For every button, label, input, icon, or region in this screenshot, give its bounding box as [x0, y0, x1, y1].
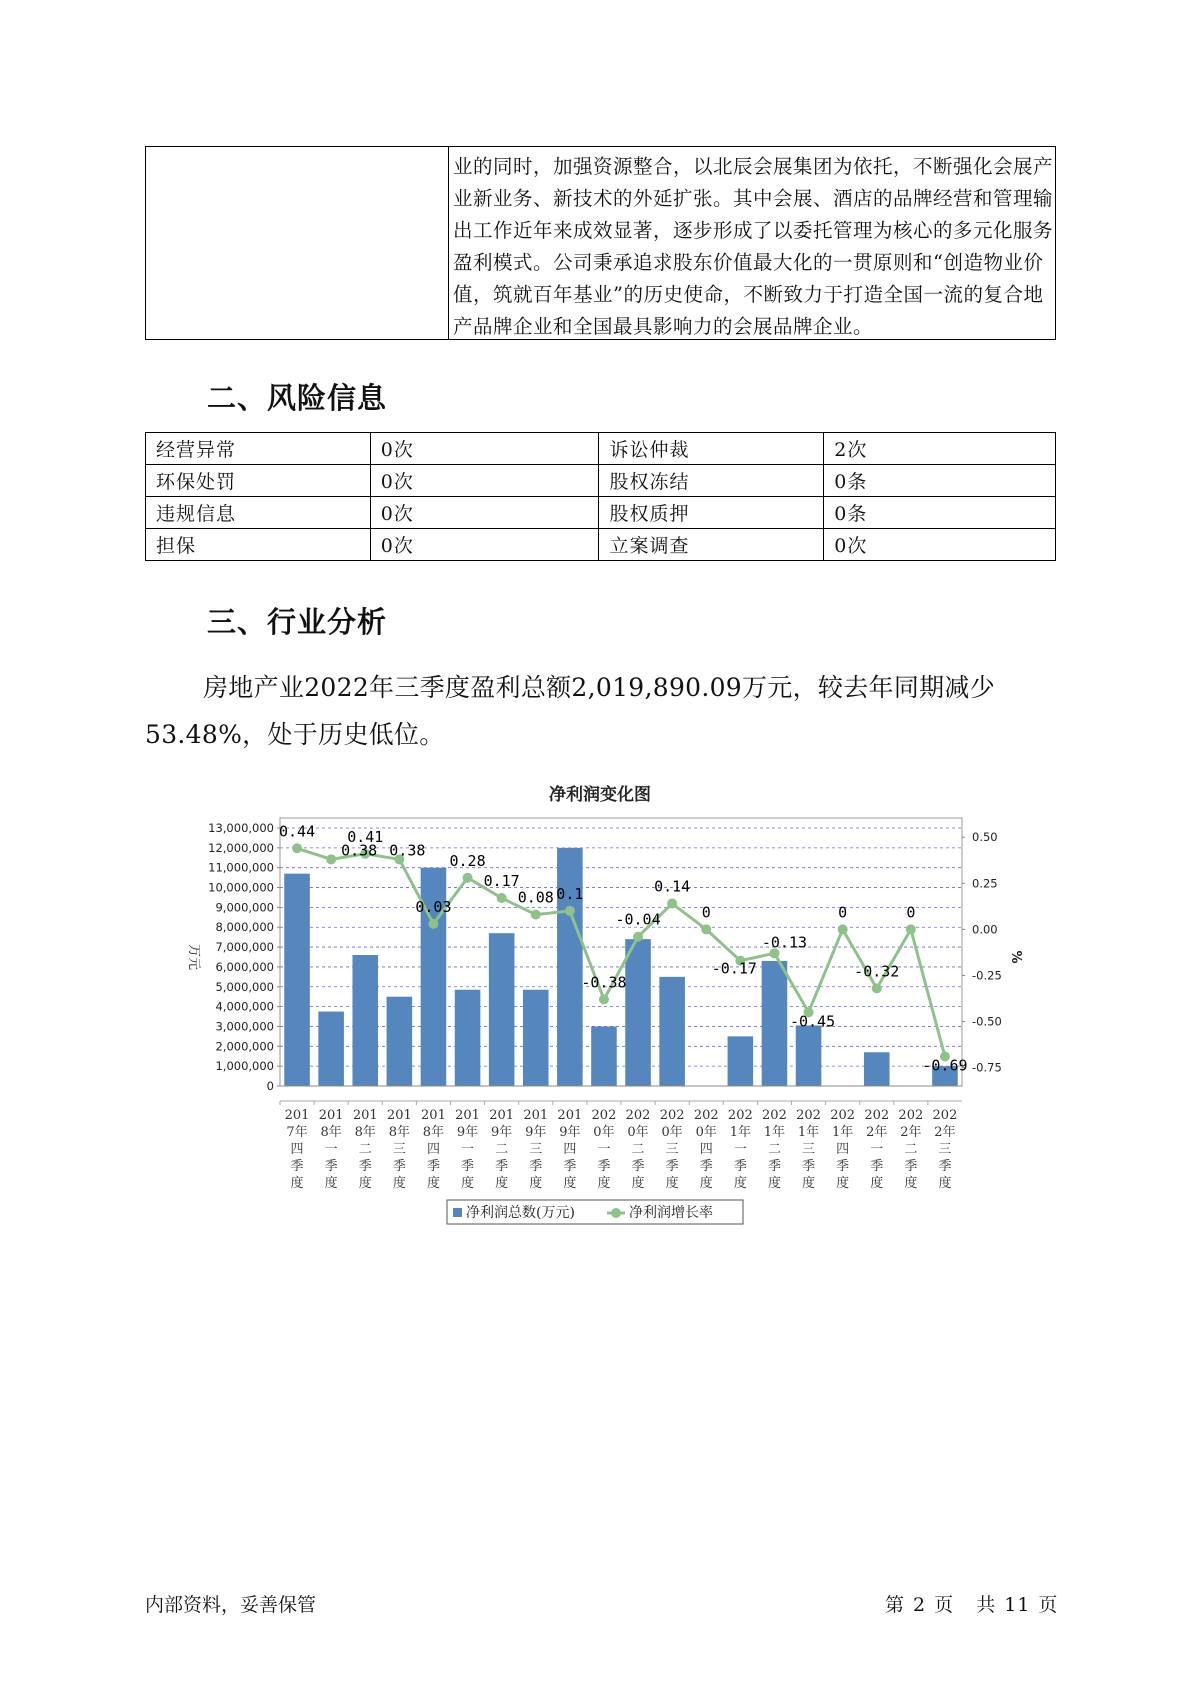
risk-value: 0条: [824, 497, 1056, 529]
page-prefix: 第: [885, 1594, 906, 1616]
risk-label: 担保: [146, 529, 371, 561]
risk-value: 0次: [824, 529, 1056, 561]
growth-data-label: 0: [838, 903, 848, 922]
growth-point: [838, 924, 848, 934]
growth-point: [906, 924, 916, 934]
growth-data-label: -0.13: [761, 933, 808, 952]
x-tick-label: 201 8年一季度: [318, 1108, 344, 1191]
x-tick-label: 201 8年三季度: [386, 1108, 412, 1191]
risk-label: 经营异常: [146, 433, 371, 465]
bar: [318, 1012, 344, 1086]
x-tick-label: 202 1年一季度: [727, 1108, 753, 1191]
table-row: [146, 529, 1056, 561]
total-prefix: 共: [976, 1594, 997, 1616]
intro-line: 出工作近年来成效显著，逐步形成了以委托管理为核心的多元化服务: [453, 219, 1053, 242]
bar: [728, 1036, 754, 1086]
y2-tick-label: 0.00: [972, 922, 998, 937]
bar: [284, 874, 310, 1086]
y-tick-label: 9,000,000: [215, 900, 274, 915]
intro-line: 业新业务、新技术的外延扩张。其中会展、酒店的品牌经营和管理输: [453, 187, 1053, 210]
legend-bar-swatch: [453, 1208, 462, 1217]
growth-data-label: -0.38: [581, 973, 627, 992]
x-tick-label: 202 0年三季度: [659, 1108, 685, 1191]
growth-data-label: 0.38: [389, 841, 426, 860]
legend-line-label: 净利润增长率: [629, 1205, 713, 1221]
bar: [796, 1025, 822, 1086]
y-tick-label: 8,000,000: [215, 920, 274, 935]
growth-data-label: -0.45: [789, 1012, 836, 1031]
x-tick-label: 202 1年二季度: [762, 1108, 787, 1191]
risk-label: 股权质押: [599, 497, 824, 529]
growth-point: [667, 899, 677, 909]
table-row: [146, 497, 1056, 529]
x-tick-label: 202 1年三季度: [796, 1108, 821, 1191]
risk-label: 立案调查: [599, 529, 824, 561]
risk-label: 股权冻结: [599, 465, 824, 497]
bar: [489, 933, 515, 1086]
y-tick-label: 11,000,000: [208, 860, 274, 875]
growth-data-label: 0.41: [347, 827, 384, 846]
y2-tick-label: 0.25: [972, 876, 998, 891]
bar: [625, 939, 651, 1086]
y-tick-label: 7,000,000: [215, 940, 274, 955]
chart-title: 净利润变化图: [549, 785, 651, 805]
growth-point: [872, 983, 882, 993]
net-profit-chart: [180, 775, 1030, 1235]
footer-confidential: 内部资料，妥善保管: [145, 1594, 317, 1616]
y2-tick-label: -0.50: [972, 1014, 1002, 1029]
growth-data-label: 0.44: [278, 822, 316, 841]
analysis-paragraph: [145, 664, 1060, 758]
company-intro-table: [145, 146, 1056, 340]
growth-point: [326, 854, 336, 864]
x-tick-label: 202 2年一季度: [864, 1108, 890, 1191]
risk-value: 0次: [370, 433, 599, 465]
x-tick-label: 201 9年三季度: [523, 1108, 549, 1191]
risk-value: 0次: [370, 465, 599, 497]
y2-tick-label: -0.75: [972, 1060, 1002, 1075]
plot-frame: [280, 818, 962, 1086]
growth-point: [599, 994, 609, 1004]
y-tick-label: 1,000,000: [215, 1059, 274, 1074]
x-tick-label: 201 9年一季度: [455, 1108, 480, 1191]
intro-line: 产品牌企业和全国最具影响力的会展品牌企业。: [453, 315, 874, 338]
section-risk-title: 二、风险信息: [207, 381, 388, 415]
growth-point: [497, 893, 507, 903]
y-tick-label: 0: [266, 1079, 274, 1093]
x-tick-label: 202 0年四季度: [693, 1108, 719, 1191]
growth-data-label: 0.03: [415, 897, 452, 916]
table-row: [146, 433, 1056, 465]
risk-label: 诉讼仲裁: [599, 433, 824, 465]
intro-line: 业的同时，加强资源整合，以北辰会展集团为依托，不断强化会展产: [453, 155, 1053, 178]
x-tick-label: 202 0年一季度: [591, 1108, 617, 1191]
growth-point: [463, 873, 473, 883]
y-tick-label: 12,000,000: [208, 840, 274, 855]
bar: [864, 1052, 890, 1086]
x-tick-label: 201 8年二季度: [352, 1108, 378, 1191]
y-tick-label: 5,000,000: [215, 979, 274, 994]
growth-data-label: 0.28: [449, 851, 486, 870]
bar: [387, 997, 413, 1086]
x-tick-label: 201 8年四季度: [421, 1108, 446, 1191]
y-tick-label: 4,000,000: [215, 999, 274, 1014]
total-suffix: 页: [1038, 1594, 1059, 1616]
growth-data-label: 0.17: [483, 872, 520, 891]
x-tick-label: 202 2年三季度: [932, 1108, 958, 1191]
risk-label: 环保处罚: [146, 465, 371, 497]
x-tick-label: 201 9年二季度: [489, 1108, 515, 1191]
intro-text: [453, 151, 1053, 343]
section-industry-title: 三、行业分析: [207, 605, 388, 639]
risk-value: 2次: [824, 433, 1056, 465]
growth-point: [701, 924, 711, 934]
growth-point: [428, 919, 438, 929]
x-tick-label: 202 2年二季度: [898, 1108, 924, 1191]
y2-axis-title: %: [1008, 950, 1023, 964]
growth-point: [531, 910, 541, 920]
chart-svg: [180, 775, 1030, 1235]
bar: [762, 961, 788, 1086]
x-tick-label: 201 9年四季度: [557, 1108, 583, 1191]
y-tick-label: 2,000,000: [215, 1039, 274, 1054]
table-divider: [448, 147, 449, 339]
risk-table: [145, 432, 1056, 561]
x-tick-label: 202 0年二季度: [625, 1108, 651, 1191]
growth-point: [633, 932, 643, 942]
growth-data-label: 0.1: [556, 884, 584, 903]
bar: [659, 977, 685, 1086]
risk-value: 0条: [824, 465, 1056, 497]
bar: [557, 848, 583, 1086]
growth-data-label: 0: [701, 903, 711, 922]
growth-point: [292, 843, 302, 853]
y-tick-label: 3,000,000: [215, 1019, 274, 1034]
bar: [455, 990, 481, 1086]
y-tick-label: 13,000,000: [208, 821, 274, 835]
page-number: 2: [913, 1594, 927, 1616]
bar: [591, 1026, 617, 1086]
growth-point: [565, 906, 575, 916]
x-tick-label: 202 1年四季度: [830, 1108, 856, 1191]
analysis-line: 房地产业2022年三季度盈利总额2,019,890.09万元，较去年同期减少: [203, 673, 996, 702]
growth-data-label: -0.04: [615, 910, 661, 929]
y-axis-title: 万元: [186, 943, 201, 971]
y2-tick-label: 0.50: [972, 830, 998, 845]
growth-data-label: 0: [906, 903, 916, 922]
risk-label: 违规信息: [146, 497, 371, 529]
y2-tick-label: -0.25: [972, 968, 1002, 983]
total-pages: 11: [1004, 1594, 1031, 1616]
bar: [352, 955, 378, 1086]
page-suffix: 页: [934, 1594, 955, 1616]
bar: [523, 990, 549, 1086]
intro-line: 值，筑就百年基业”的历史使命，不断致力于打造全国一流的复合地: [453, 283, 1044, 306]
y-tick-label: 10,000,000: [208, 880, 274, 895]
legend-bar-label: 净利润总数(万元): [466, 1205, 575, 1221]
growth-data-label: 0.38: [341, 841, 378, 860]
growth-data-label: 0.14: [654, 877, 691, 896]
intro-line: 盈利模式。公司秉承追求股东价值最大化的一贯原则和“创造物业价: [453, 251, 1044, 274]
legend-line-marker: [611, 1208, 621, 1218]
growth-data-label: -0.17: [711, 959, 757, 978]
footer-pagination: [885, 1590, 1066, 1617]
y-tick-label: 6,000,000: [215, 959, 274, 974]
growth-data-label: -0.32: [854, 962, 900, 981]
analysis-line: 53.48%，处于历史低位。: [145, 720, 445, 749]
growth-data-label: 0.08: [517, 888, 554, 907]
x-tick-label: 201 7年四季度: [284, 1108, 310, 1191]
growth-data-label: -0.69: [922, 1056, 968, 1075]
risk-value: 0次: [370, 497, 599, 529]
risk-value: 0次: [370, 529, 599, 561]
table-row: [146, 465, 1056, 497]
